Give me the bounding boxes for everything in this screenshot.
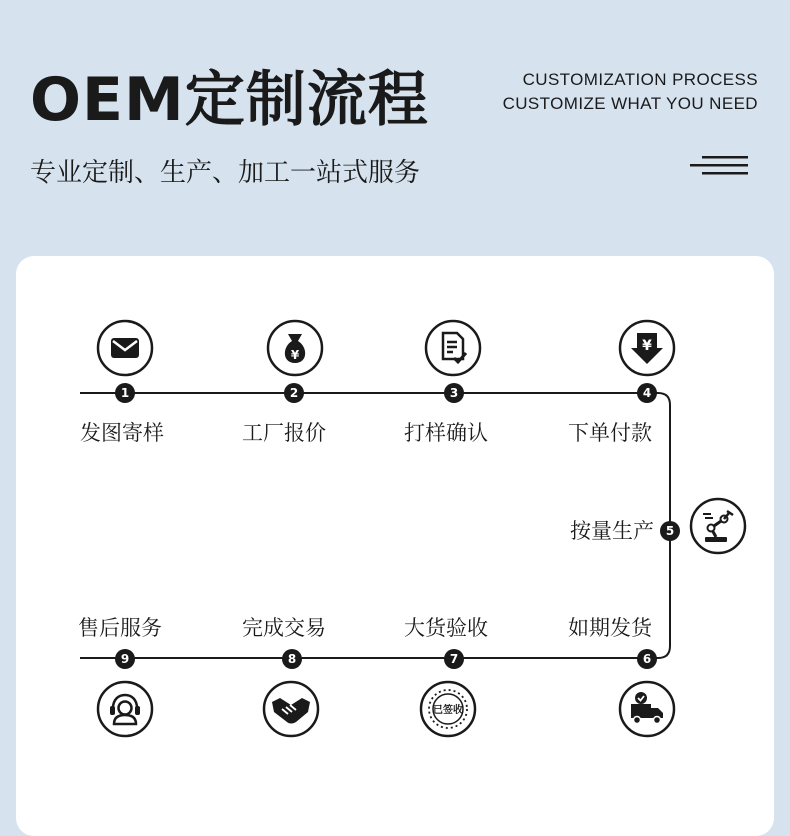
step-number-4: 4 (637, 383, 657, 403)
step-label-2: 工厂报价 (242, 421, 326, 445)
svg-text:¥: ¥ (642, 338, 652, 354)
step-number-5: 5 (660, 521, 680, 541)
step-label-8: 完成交易 (242, 616, 326, 640)
english-line-2: CUSTOMIZE WHAT YOU NEED (502, 94, 758, 113)
svg-text:¥: ¥ (290, 348, 300, 362)
english-line-1: CUSTOMIZATION PROCESS (522, 70, 758, 89)
step-label-4: 下单付款 (568, 421, 652, 445)
envelope-icon (96, 319, 154, 377)
step-label-3: 打样确认 (404, 421, 488, 445)
step-number-3: 3 (444, 383, 464, 403)
handshake-icon (262, 680, 320, 738)
step-label-9: 售后服务 (78, 616, 162, 640)
step-number-8: 8 (282, 649, 302, 669)
customer-service-icon (96, 680, 154, 738)
page-subtitle: 专业定制、生产、加工一站式服务 (30, 158, 421, 188)
stamp-text: 已签收 (433, 705, 463, 716)
robot-arm-icon (689, 497, 747, 555)
step-number-7: 7 (444, 649, 464, 669)
step-number-2: 2 (284, 383, 304, 403)
money-bag-icon (266, 319, 324, 377)
step-label-7: 大货验收 (404, 616, 488, 640)
step-label-1: 发图寄样 (80, 421, 164, 445)
delivery-truck-icon (618, 680, 676, 738)
step-number-6: 6 (637, 649, 657, 669)
step-label-5: 按量生产 (570, 519, 654, 543)
page-title: OEM定制流程 (30, 65, 429, 135)
step-number-9: 9 (115, 649, 135, 669)
payment-icon (618, 319, 676, 377)
step-label-6: 如期发货 (568, 616, 652, 640)
document-check-icon (424, 319, 482, 377)
step-number-1: 1 (115, 383, 135, 403)
signed-stamp-icon (419, 680, 477, 738)
